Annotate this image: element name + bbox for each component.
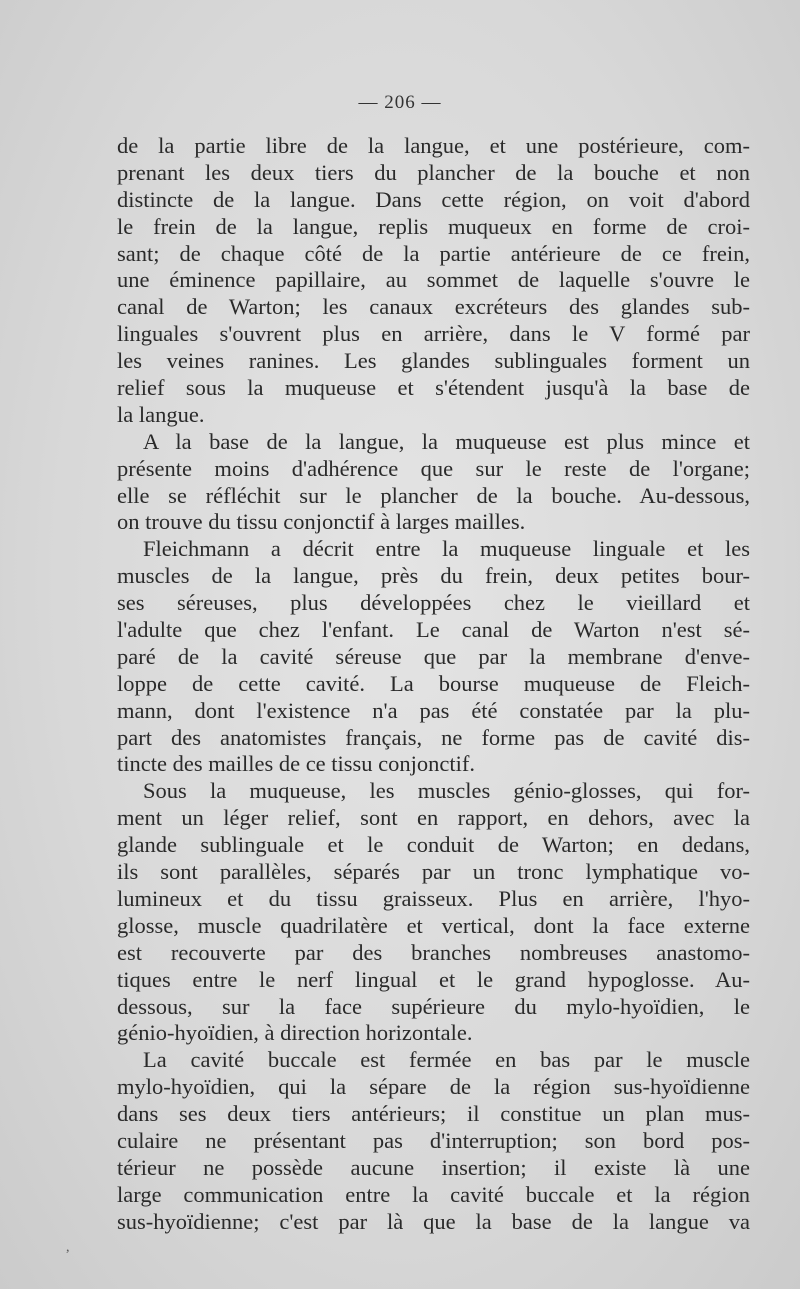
- text-line: glosse, muscle quadrilatère et vertical, dont la face externe: [117, 912, 750, 938]
- text-line: linguales s'ouvrent plus en arrière, dans le V formé par: [117, 321, 750, 347]
- text-line: part des anatomistes français, ne forme pas de cavité dis-: [117, 724, 750, 750]
- text-line: sus-hyoïdienne; c'est par là que la base de la langue va: [117, 1208, 750, 1234]
- text-line: La cavité buccale est fermée en bas par le muscle: [143, 1047, 750, 1073]
- text-line: prenant les deux tiers du plancher de la bouche et non: [117, 159, 750, 185]
- text-line: loppe de cette cavité. La bourse muqueuse de Fleich-: [117, 670, 750, 696]
- text-line: térieur ne possède aucune insertion; il existe là une: [117, 1154, 750, 1180]
- text-line: présente moins d'adhérence que sur le reste de l'organe;: [117, 455, 750, 481]
- text-line: est recouverte par des branches nombreuses anastomo-: [117, 939, 750, 965]
- paragraph: [117, 778, 750, 1047]
- text-line: génio-hyoïdien, à direction horizontale.: [117, 1020, 473, 1046]
- paragraph: [117, 536, 750, 778]
- text-line: une éminence papillaire, au sommet de laquelle s'ouvre le: [117, 267, 750, 293]
- text-line: dans ses deux tiers antérieurs; il constitue un plan mus-: [117, 1101, 750, 1127]
- text-line: tiques entre le nerf lingual et le grand hypoglosse. Au-: [117, 966, 750, 992]
- text-line: Sous la muqueuse, les muscles génio-glosses, qui for-: [143, 778, 750, 804]
- text-line: de la partie libre de la langue, et une postérieure, com-: [117, 133, 750, 158]
- text-line: dessous, sur la face supérieure du mylo-hyoïdien, le: [117, 993, 750, 1019]
- text-line: canal de Warton; les canaux excréteurs des glandes sub-: [117, 294, 750, 320]
- text-line: ils sont parallèles, séparés par un tronc lymphatique vo-: [117, 859, 750, 885]
- text-line: elle se réfléchit sur le plancher de la bouche. Au-dessous,: [117, 482, 750, 508]
- text-line: muscles de la langue, près du frein, deux petites bour-: [117, 563, 750, 589]
- body-text: [117, 133, 750, 1236]
- page-number: — 206 —: [358, 92, 442, 113]
- text-line: A la base de la langue, la muqueuse est plus mince et: [143, 428, 750, 454]
- text-line: les veines ranines. Les glandes sublinguales forment un: [117, 348, 750, 374]
- text-line: le frein de la langue, replis muqueux en forme de croi-: [117, 213, 750, 239]
- text-line: lumineux et du tissu graisseux. Plus en arrière, l'hyo-: [117, 885, 750, 911]
- text-line: mylo-hyoïdien, qui la sépare de la région sus-hyoïdienne: [117, 1074, 750, 1100]
- text-line: mann, dont l'existence n'a pas été constatée par la plu-: [117, 697, 750, 723]
- text-line: ses séreuses, plus développées chez le vieillard et: [117, 590, 750, 616]
- margin-mark: ,: [66, 1240, 70, 1255]
- text-line: tincte des mailles de ce tissu conjonctif.: [117, 751, 476, 777]
- paragraph: [117, 429, 750, 537]
- text-line: sant; de chaque côté de la partie antérieure de ce frein,: [117, 240, 750, 266]
- paragraph: [117, 1047, 750, 1235]
- text-line: la langue.: [117, 401, 205, 427]
- text-line: culaire ne présentant pas d'interruption; son bord pos-: [117, 1127, 750, 1153]
- text-line: l'adulte que chez l'enfant. Le canal de Warton n'est sé-: [117, 617, 750, 643]
- text-line: ment un léger relief, sont en rapport, en dehors, avec la: [117, 805, 750, 831]
- text-line: Fleichmann a décrit entre la muqueuse linguale et les: [143, 536, 750, 562]
- text-line: paré de la cavité séreuse que par la membrane d'enve-: [117, 643, 750, 669]
- text-line: on trouve du tissu conjonctif à larges mailles.: [117, 509, 526, 535]
- text-line: distincte de la langue. Dans cette région, on voit d'abord: [117, 186, 750, 212]
- text-line: large communication entre la cavité buccale et la région: [117, 1181, 750, 1207]
- paragraph: [117, 133, 750, 429]
- text-line: glande sublinguale et le conduit de Warton; en dedans,: [117, 832, 750, 858]
- text-line: relief sous la muqueuse et s'étendent jusqu'à la base de: [117, 375, 750, 401]
